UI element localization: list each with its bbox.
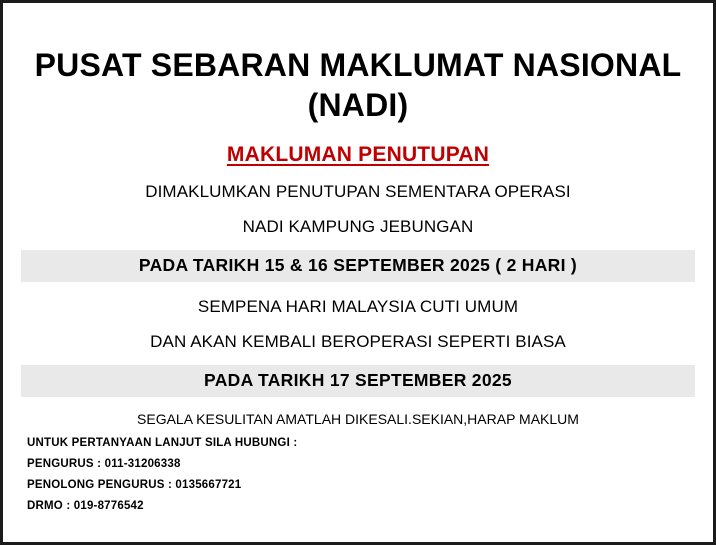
notice-subtitle: MAKLUMAN PENUTUPAN (226, 143, 490, 166)
page-title: PUSAT SEBARAN MAKLUMAT NASIONAL (NADI) (34, 47, 682, 123)
body-line-1: DIMAKLUMKAN PENUTUPAN SEMENTARA OPERASI (145, 182, 571, 201)
reopen-date-highlight: PADA TARIKH 17 SEPTEMBER 2025 (21, 365, 695, 397)
contact-heading: UNTUK PERTANYAAN LANJUT SILA HUBUNGI : (27, 437, 298, 449)
closing-note: SEGALA KESULITAN AMATLAH DIKESALI.SEKIAN,HARAP MAKLUM (137, 411, 579, 427)
body-line-3: SEMPENA HARI MALAYSIA CUTI UMUM (197, 297, 519, 316)
notice-subtitle-container (21, 143, 695, 167)
notice-content (3, 3, 713, 542)
closure-dates-highlight: PADA TARIKH 15 & 16 SEPTEMBER 2025 ( 2 HARI ) (21, 250, 695, 282)
contact-section (21, 437, 695, 512)
body-line-2: NADI KAMPUNG JEBUNGAN (242, 217, 474, 236)
contact-assistant-manager: PENOLONG PENGURUS : 0135667721 (27, 479, 242, 491)
contact-drmo: DRMO : 019-8776542 (27, 500, 144, 512)
body-line-4: DAN AKAN KEMBALI BEROPERASI SEPERTI BIASA (150, 332, 566, 351)
contact-manager: PENGURUS : 011-31206338 (27, 458, 181, 470)
